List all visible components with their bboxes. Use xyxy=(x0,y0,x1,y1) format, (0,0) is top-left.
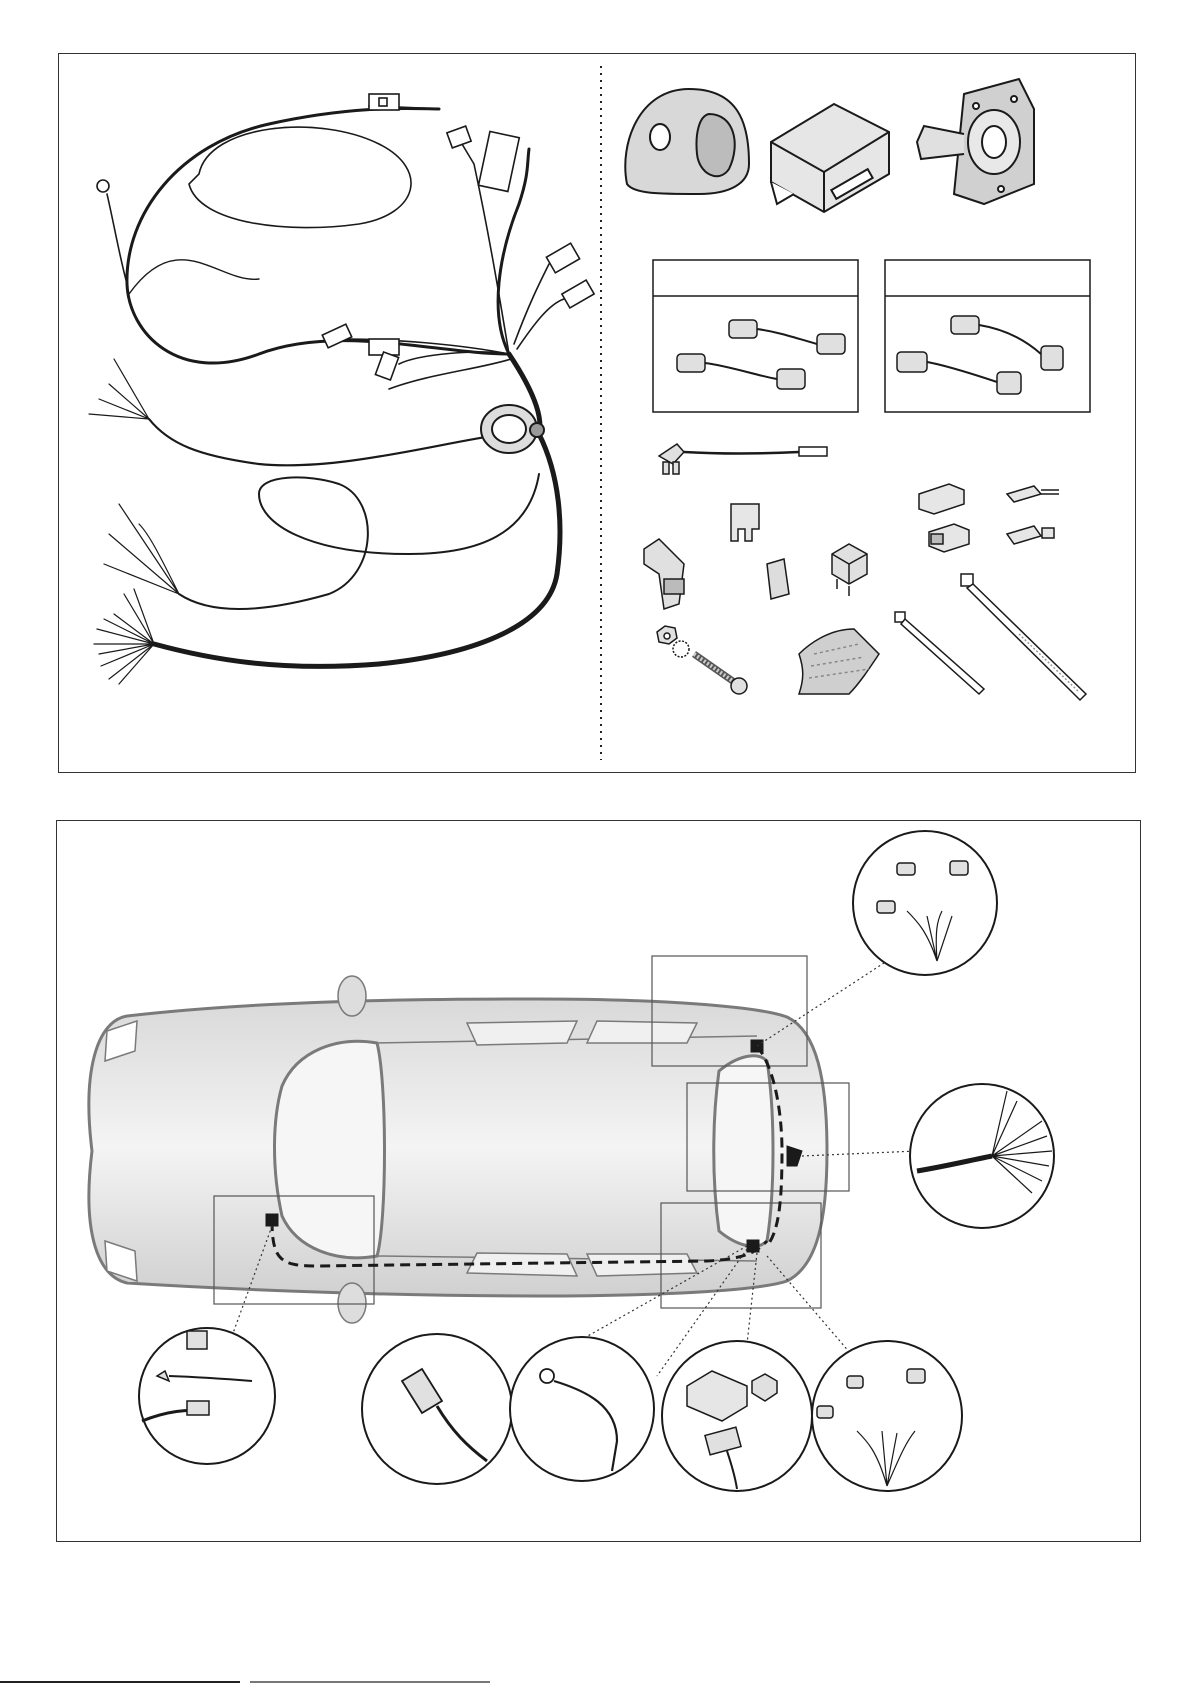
splice-connector xyxy=(767,559,789,599)
fuse-tap-cable xyxy=(659,444,827,474)
multi-pin-plug xyxy=(479,131,520,191)
installation-drawing xyxy=(57,821,1142,1543)
bullet-connectors xyxy=(919,484,1059,552)
kit-contents-panel xyxy=(58,53,1136,773)
callout-power-connector xyxy=(362,1334,512,1484)
adapter-cable-set-a xyxy=(653,260,858,412)
callout-grommet-exit xyxy=(910,1084,1054,1228)
callout-module-mount xyxy=(662,1341,812,1491)
foam-tape xyxy=(799,629,879,694)
footer-print-mark xyxy=(0,1678,1191,1683)
blade-fuse xyxy=(731,504,759,541)
trailer-socket-icon xyxy=(917,79,1034,204)
socket-cover-icon xyxy=(625,89,749,194)
adapter-cable-set-b xyxy=(885,260,1090,412)
cable-ties xyxy=(895,574,1086,700)
callout-rear-right-light xyxy=(812,1341,962,1491)
nut-washer-screw xyxy=(657,626,747,694)
callout-rear-left-light xyxy=(853,831,997,975)
kit-contents-drawing xyxy=(59,54,1137,774)
callout-fuse-connection xyxy=(139,1328,275,1464)
control-module-icon xyxy=(771,104,889,212)
callout-ground-eyelet xyxy=(510,1337,654,1481)
installation-panel xyxy=(56,820,1141,1542)
wiring-harness xyxy=(89,106,564,684)
relay xyxy=(832,544,867,596)
connector-top xyxy=(369,94,399,110)
scotchlok-connector xyxy=(644,539,684,609)
car-top-view xyxy=(89,976,827,1323)
grommet xyxy=(481,405,544,453)
